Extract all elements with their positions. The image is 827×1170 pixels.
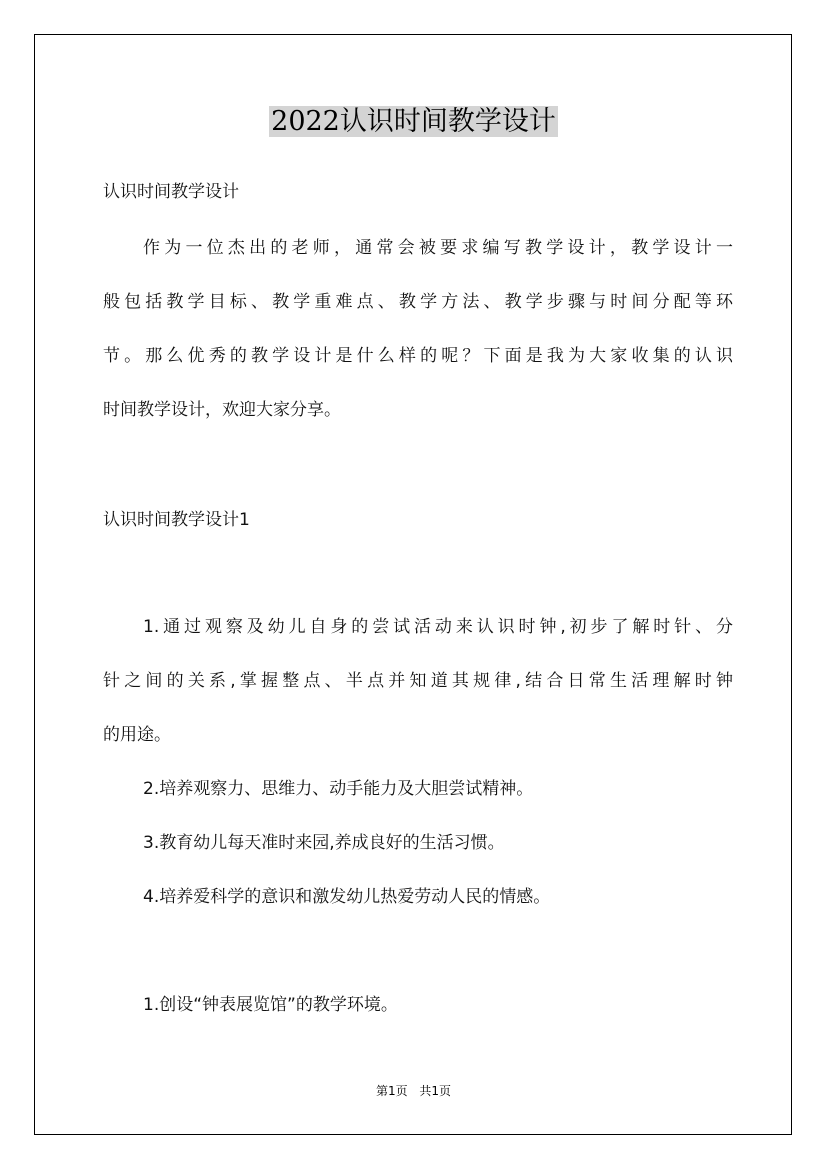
goal-4: 4.培养爱科学的意识和激发幼儿热爱劳动人民的情感。 [143, 887, 551, 907]
intro-line-1: 作为一位杰出的老师，通常会被要求编写教学设计，教学设计一 [143, 238, 733, 258]
goal-1-line-3: 的用途。 [103, 725, 171, 745]
document-title [0, 102, 827, 142]
subtitle: 认识时间教学设计 [103, 182, 239, 202]
preparation-1: 1.创设“钟表展览馆”的教学环境。 [143, 995, 398, 1015]
section-heading: 认识时间教学设计1 [103, 510, 250, 530]
intro-line-2: 般包括教学目标、教学重难点、教学方法、教学步骤与时间分配等环 [103, 292, 733, 312]
page-footer: 第1页 共1页 [375, 1084, 452, 1098]
goal-1-line-2: 针之间的关系,掌握整点、半点并知道其规律,结合日常生活理解时钟 [103, 671, 733, 691]
intro-line-4: 时间教学设计，欢迎大家分享。 [103, 400, 341, 420]
document-title-text: 2022认识时间教学设计 [271, 106, 556, 137]
goal-2: 2.培养观察力、思维力、动手能力及大胆尝试精神。 [143, 779, 534, 799]
intro-line-3: 节。那么优秀的教学设计是什么样的呢？下面是我为大家收集的认识 [103, 346, 733, 366]
goal-3: 3.教育幼儿每天准时来园,养成良好的生活习惯。 [143, 833, 505, 853]
goal-1-line-1: 1.通过观察及幼儿自身的尝试活动来认识时钟,初步了解时针、分 [143, 617, 733, 637]
